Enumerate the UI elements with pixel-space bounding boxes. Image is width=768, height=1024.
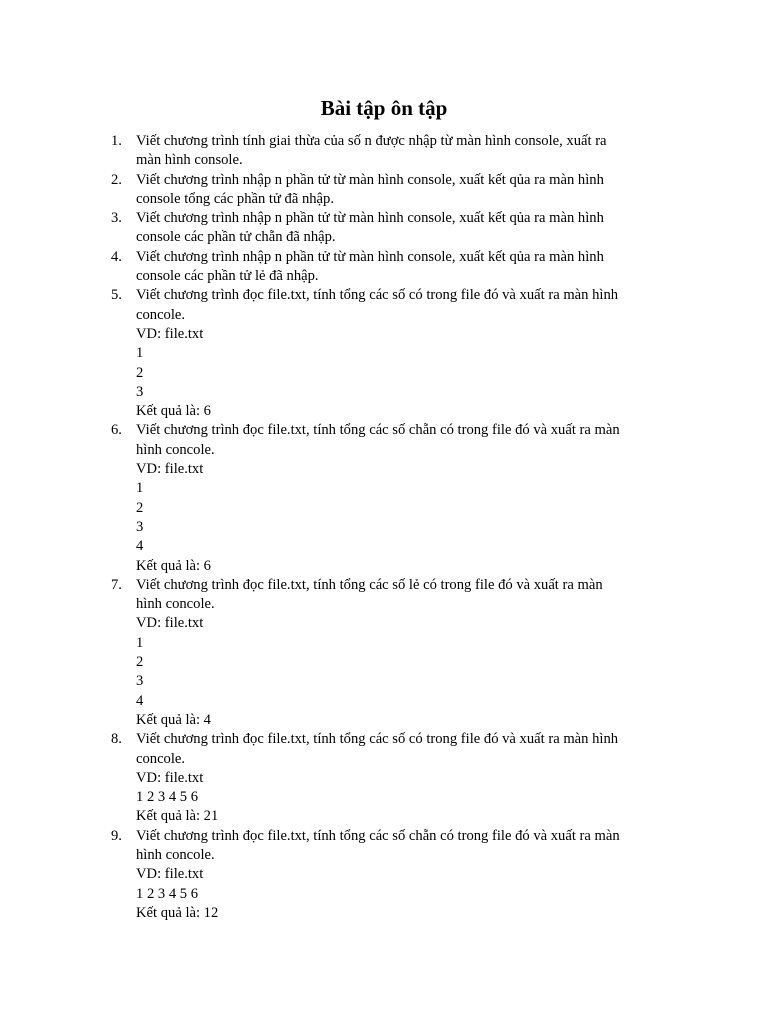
exercise-line: Viết chương trình đọc file.txt, tính tổng các số có trong file đó và xuất ra màn hình	[136, 287, 619, 304]
exercise-item	[111, 421, 696, 575]
exercise-line: hình concole.	[136, 441, 215, 458]
exercise-number: 7.	[111, 576, 122, 593]
document-title: Bài tập ôn tập	[320, 96, 448, 120]
exercise-line: VD: file.txt	[136, 615, 204, 632]
exercise-text	[136, 576, 696, 730]
exercise-list	[111, 132, 696, 923]
exercise-text	[136, 248, 696, 287]
exercise-line: 4	[136, 692, 144, 709]
exercise-line: 2	[136, 499, 144, 516]
exercise-number: 5.	[111, 287, 122, 304]
exercise-line: VD: file.txt	[136, 461, 204, 478]
exercise-text	[136, 730, 696, 826]
exercise-number: 6.	[111, 422, 122, 439]
exercise-line: Kết quả là: 12	[136, 904, 219, 921]
exercise-line: Kết quả là: 6	[136, 403, 211, 420]
exercise-text	[136, 421, 696, 575]
exercise-line: hình concole.	[136, 846, 215, 863]
exercise-number: 1.	[111, 133, 122, 149]
exercise-line: 1	[136, 345, 144, 362]
exercise-line: concole.	[136, 306, 186, 323]
exercise-text	[136, 209, 696, 248]
exercise-line: Kết quả là: 21	[136, 808, 219, 825]
exercise-line: console các phần tử chẵn đã nhập.	[136, 229, 336, 246]
exercise-line: Kết quả là: 4	[136, 711, 211, 728]
exercise-line: 1 2 3 4 5 6	[136, 789, 199, 806]
exercise-line: VD: file.txt	[136, 769, 204, 786]
exercise-line: VD: file.txt	[136, 866, 204, 883]
exercise-line: Viết chương trình đọc file.txt, tính tổng các số có trong file đó và xuất ra màn hình	[136, 731, 619, 748]
exercise-text	[136, 827, 696, 923]
exercise-item	[111, 209, 696, 248]
exercise-item	[111, 576, 696, 730]
exercise-line: màn hình console.	[136, 152, 243, 169]
exercise-item	[111, 132, 696, 171]
exercise-item	[111, 248, 696, 287]
exercise-line: Viết chương trình nhập n phần tử từ màn hình console, xuất kết qủa ra màn hình	[136, 171, 604, 188]
exercise-number: 4.	[111, 248, 122, 265]
exercise-line: Viết chương trình đọc file.txt, tính tổng các số chẵn có trong file đó và xuất ra màn	[136, 827, 620, 844]
exercise-line: console tổng các phần tử đã nhập.	[136, 190, 334, 207]
exercise-line: 4	[136, 538, 144, 555]
exercise-line: Viết chương trình nhập n phần tử từ màn hình console, xuất kết qủa ra màn hình	[136, 210, 604, 227]
exercise-line: 1	[136, 634, 144, 651]
exercise-number: 2.	[111, 171, 122, 188]
exercise-item	[111, 730, 696, 826]
exercise-text	[136, 171, 696, 210]
exercise-line: Kết quả là: 6	[136, 557, 211, 574]
exercise-line: 3	[136, 518, 144, 535]
exercise-number: 8.	[111, 731, 122, 748]
exercise-number: 3.	[111, 210, 122, 227]
exercise-item	[111, 171, 696, 210]
exercise-line: 3	[136, 383, 144, 400]
exercise-text	[136, 132, 696, 171]
exercise-line: Viết chương trình tính giai thừa của số n được nhập từ màn hình console, xuất ra	[136, 133, 607, 149]
exercise-line: concole.	[136, 750, 186, 767]
exercise-line: 2	[136, 364, 144, 381]
exercise-line: 2	[136, 654, 144, 671]
exercise-item	[111, 286, 696, 421]
exercise-line: 1	[136, 480, 144, 497]
exercise-line: console các phần tử lẻ đã nhập.	[136, 268, 319, 285]
exercise-line: 1 2 3 4 5 6	[136, 885, 199, 902]
exercise-item	[111, 827, 696, 923]
exercise-line: hình concole.	[136, 596, 215, 613]
exercise-line: Viết chương trình đọc file.txt, tính tổng các số chẵn có trong file đó và xuất ra màn	[136, 422, 620, 439]
exercise-line: VD: file.txt	[136, 325, 204, 342]
exercise-number: 9.	[111, 827, 122, 844]
exercise-line: Viết chương trình đọc file.txt, tính tổng các số lẻ có trong file đó và xuất ra màn	[136, 576, 603, 593]
exercise-line: Viết chương trình nhập n phần tử từ màn hình console, xuất kết qủa ra màn hình	[136, 248, 604, 265]
exercise-text	[136, 286, 696, 421]
exercise-line: 3	[136, 673, 144, 690]
